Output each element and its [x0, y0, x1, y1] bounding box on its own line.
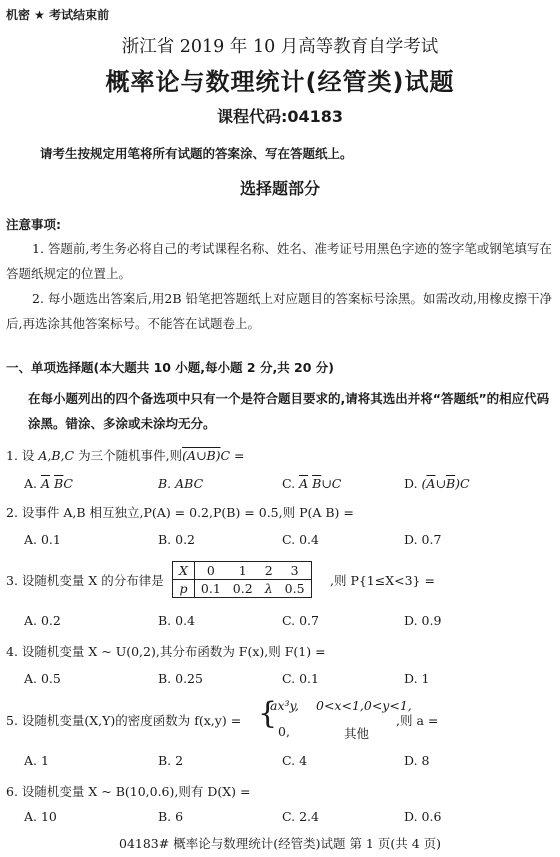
q1-stem-mid: 为三个随机事件,则: [74, 448, 183, 463]
table-cell: 0.1: [200, 581, 221, 596]
part1-heading: 一、单项选择题(本大题共 10 小题,每小题 2 分,共 20 分): [6, 360, 335, 375]
question-5-post: ,则 a =: [396, 713, 439, 728]
q1-stem-post: C =: [220, 448, 245, 463]
part1-description: 在每小题列出的四个备选项中只有一个是符合题目要求的,请将其选出并将“答题纸”的相应代码涂黑。错涂、多涂或未涂均无分。: [28, 391, 550, 431]
q1-option-c: [282, 476, 341, 491]
table-row: [173, 580, 312, 598]
general-instruction: 请考生按规定用笔将所有试题的答案涂、写在答题纸上。: [40, 146, 353, 161]
q1-option-b: B. ABC: [158, 476, 204, 491]
q3-option-d: D. 0.9: [404, 613, 442, 628]
q4-option-b: B. 0.25: [158, 671, 203, 686]
q2-option-d: D. 0.7: [404, 532, 442, 547]
table-cell: 3: [279, 562, 311, 580]
q1-option-a-expr: $\overline{A}$ $\overline{B}C$: [40, 476, 73, 491]
notes-heading: 注意事项:: [6, 217, 61, 232]
distribution-table-wrap: [172, 561, 312, 598]
q1-option-d-expr: $(\overline{A}\cup\overline{B})C$: [421, 476, 470, 491]
q4-option-a: A. 0.5: [24, 671, 61, 686]
q5-option-d: D. 8: [404, 753, 430, 768]
question-5-pre: 5. 设随机变量(X,Y)的密度函数为 f(x,y) =: [6, 713, 242, 728]
table-cell: 2: [259, 562, 279, 580]
q6-option-d: D. 0.6: [404, 809, 442, 824]
q1-stem-pre: 1. 设: [6, 448, 39, 463]
q2-option-a: A. 0.1: [24, 532, 61, 547]
q6-option-c: C. 2.4: [282, 809, 319, 824]
course-code: 课程代码:04183: [216, 107, 344, 126]
q3-option-c: C. 0.7: [282, 613, 319, 628]
note-item: [6, 286, 554, 336]
option-letter: D.: [404, 476, 422, 491]
q4-option-d: D. 1: [404, 671, 430, 686]
piecewise-brace: {: [258, 696, 278, 731]
q1-expr: (A∪B): [182, 448, 221, 463]
q5-option-b: B. 2: [158, 753, 184, 768]
question-3-pre: 3. 设随机变量 X 的分布律是: [6, 573, 164, 588]
table-cell: 0: [194, 562, 226, 580]
table-cell: 0.5: [284, 581, 305, 596]
q1-option-c-expr: $\overline{A}$ $\overline{B}\cup C$: [299, 476, 342, 491]
table-cell: 0.2: [232, 581, 253, 596]
note-text: 2. 每小题选出答案后,用2B 铅笔把答题纸上对应题目的答案标号涂黑。如需改动,用橡皮擦干净后,再选涂其他答案标号。不能答在试题卷上。: [6, 291, 552, 331]
confidential-label: 机密 ★ 考试结束前: [6, 8, 110, 22]
question-1: [6, 446, 245, 464]
page-title: 概率论与数理统计(经管类)试题: [105, 68, 455, 96]
distribution-table: [172, 561, 312, 598]
q1-vars: A,B,C: [38, 448, 75, 463]
q2-option-c: C. 0.4: [282, 532, 319, 547]
q3-option-b: B. 0.4: [158, 613, 196, 628]
q1-option-a: [24, 476, 73, 491]
note-item: [6, 236, 554, 286]
question-3-post: ,则 P{1≤X<3} =: [330, 573, 435, 588]
q5-case1-expr: ax³y,: [270, 698, 299, 713]
question-4: 4. 设随机变量 X ~ U(0,2),其分布函数为 F(x),则 F(1) =: [6, 644, 326, 659]
exam-name: 浙江省 2019 年 10 月高等教育自学考试: [121, 37, 439, 57]
note-text: 1. 答题前,考生务必将自己的考试课程名称、姓名、准考证号用黑色字迹的签字笔或钢笔填写在答题纸规定的位置上。: [6, 241, 552, 281]
page-footer: 04183# 概率论与数理统计(经管类)试题 第 1 页(共 4 页): [119, 836, 441, 851]
q1-option-d: [404, 476, 470, 491]
table-cell: X: [173, 562, 195, 580]
question-2: 2. 设事件 A,B 相互独立,P(A) = 0.2,P(B) = 0.5,则 P(A B) =: [6, 505, 354, 520]
section-title: 选择题部分: [239, 179, 320, 198]
table-cell: 1: [227, 562, 259, 580]
q5-case2-expr: 0,: [278, 724, 290, 739]
q3-option-a: A. 0.2: [24, 613, 61, 628]
table-cell: λ: [264, 581, 273, 596]
q5-case2-cond: 其他: [344, 726, 370, 741]
option-letter: C.: [282, 476, 300, 491]
question-6: 6. 设随机变量 X ~ B(10,0.6),则有 D(X) =: [6, 784, 251, 799]
table-row: [173, 562, 312, 580]
q4-option-c: C. 0.1: [282, 671, 319, 686]
q5-option-c: C. 4: [282, 753, 308, 768]
q5-option-a: A. 1: [24, 753, 49, 768]
option-letter: A.: [24, 476, 41, 491]
q5-case1-cond: 0<x<1,0<y<1,: [316, 698, 412, 713]
q6-option-a: A. 10: [24, 809, 57, 824]
table-cell: p: [173, 580, 195, 598]
q2-option-b: B. 0.2: [158, 532, 196, 547]
q6-option-b: B. 6: [158, 809, 184, 824]
